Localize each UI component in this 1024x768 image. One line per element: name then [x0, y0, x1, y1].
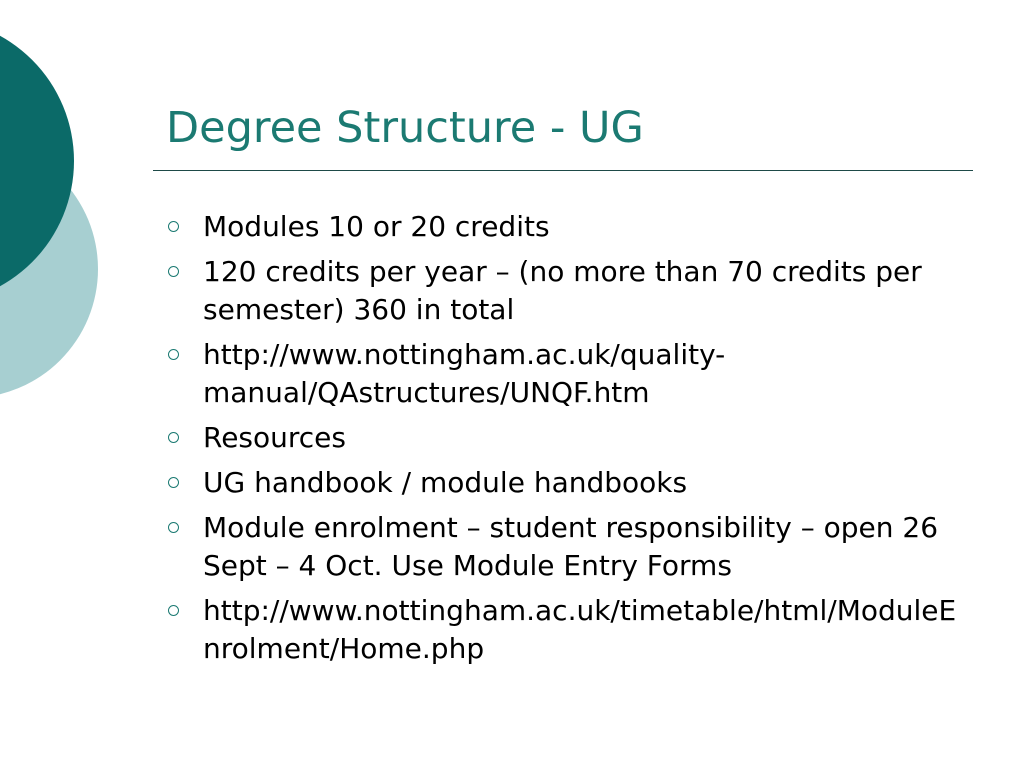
- bullet-text: Modules 10 or 20 credits: [203, 210, 550, 243]
- hollow-circle-bullet-icon: [168, 522, 179, 533]
- bullet-text: 120 credits per year – (no more than 70 credits per semester) 360 in total: [203, 255, 922, 326]
- bullet-item: [166, 419, 966, 457]
- hollow-circle-bullet-icon: [168, 221, 179, 232]
- bullet-item: [166, 253, 966, 329]
- bullet-text: UG handbook / module handbooks: [203, 466, 688, 499]
- hollow-circle-bullet-icon: [168, 477, 179, 488]
- bullet-link-text[interactable]: http://www.nottingham.ac.uk/timetable/html/ModuleEnrolment/Home.php: [203, 594, 957, 665]
- hollow-circle-bullet-icon: [168, 349, 179, 360]
- hollow-circle-bullet-icon: [168, 605, 179, 616]
- bullet-item: [166, 464, 966, 502]
- bullet-list: [166, 208, 966, 675]
- hollow-circle-bullet-icon: [168, 266, 179, 277]
- bullet-text: Resources: [203, 421, 346, 454]
- bullet-text: Module enrolment – student responsibility – open 26 Sept – 4 Oct. Use Module Entry Forms: [203, 511, 939, 582]
- bullet-item: [166, 509, 966, 585]
- title-divider: [153, 170, 973, 171]
- bullet-item: [166, 336, 966, 412]
- bullet-item: [166, 208, 966, 246]
- hollow-circle-bullet-icon: [168, 432, 179, 443]
- slide-title: Degree Structure - UG: [166, 103, 644, 153]
- bullet-item: [166, 592, 966, 668]
- bullet-link-text[interactable]: http://www.nottingham.ac.uk/quality-manual/QAstructures/UNQF.htm: [203, 338, 726, 409]
